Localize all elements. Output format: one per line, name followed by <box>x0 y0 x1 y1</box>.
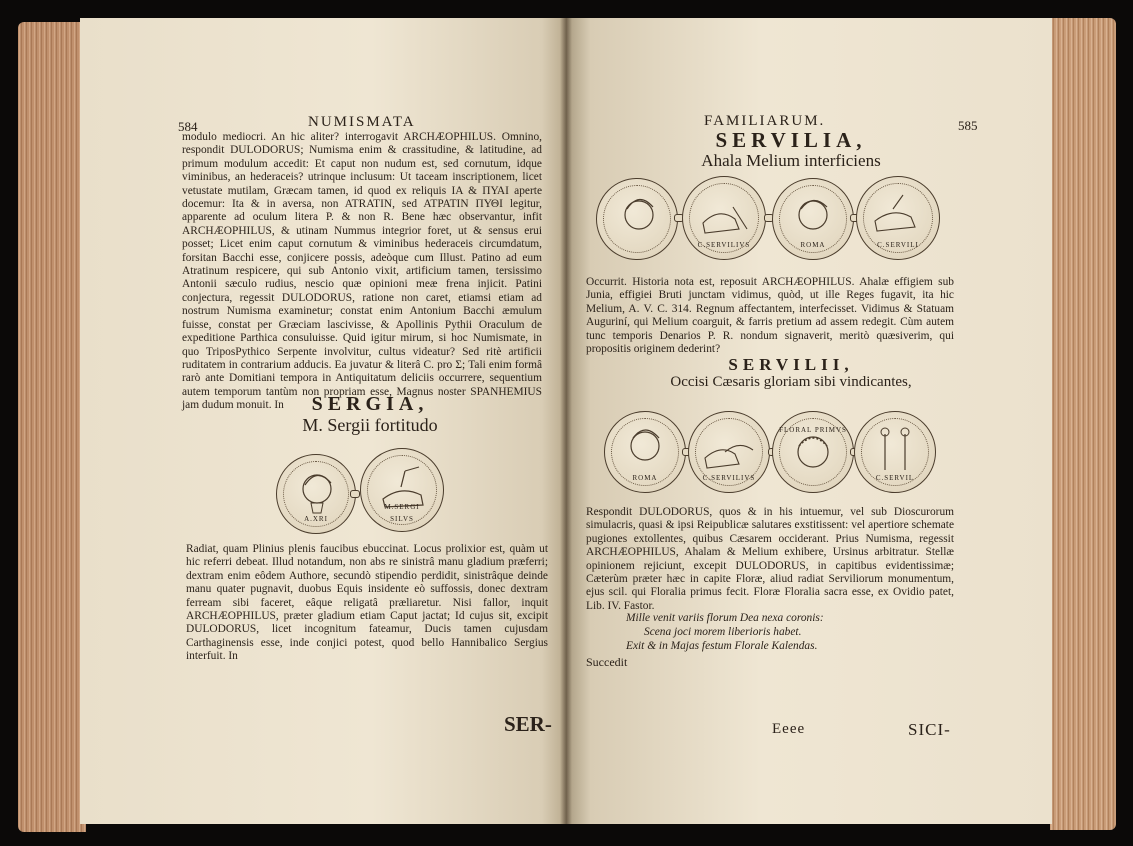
sergia-subtitle: M. Sergii fortitudo <box>302 415 438 435</box>
servilii-coin-2 <box>688 411 770 493</box>
signature-mark: Eeee <box>772 721 806 737</box>
coin-legend: ROMA <box>800 241 826 249</box>
helmeted-head-icon <box>597 179 677 259</box>
right-second-paragraph: Respondit DULODORUS, quos & in his intuemur, vel sub Dioscurorum simulacris, quasi & ipsi Reipublicæ salutares exstitissent: vel apertiore schemate pugiones extollentes, quibus Cæsarem occiderant. Prius Numisma, regessit ARCHÆOPHILUS, Ahalam & Melium exhibere, Ursinus arbitratur. Stellæ opinionem rejiciunt, excepit DULODORUS, in capitibus evidentissimæ; Cæterùm præter hæc in capite Floræ, aliud radiat Serviliorum monumentum, ejus scil. qui Floralia primus fecit. Floræ Floralia sacra esse, ex Ovidio patet, Lib. IV. Fastor. <box>586 506 954 612</box>
coin-legend: C.SERVIL <box>875 474 915 482</box>
left-page-number: 584 <box>178 119 198 134</box>
left-running-head: NUMISMATA <box>308 114 416 130</box>
left-top-paragraph: modulo mediocri. An hic aliter? interrogavit ARCHÆOPHILUS. Omnino, respondit DULODORUS; Numisma enim & crassitudine, & latitudine, ad primum modulum accedit: Et caput non nudum est, sed cornutum, idque viminibus, an hederaceis? utrinque inclusum: Ut taceam inscriptionem, licet vetustate mutilam, Græcam tamen, id quod ex reliquis ΙΑ & ΠΥΑΙ aperte docemur: Ita & in aversa, non ATRATIN, sed ATPATIN ΠΥΘΙ legitur, apparente ad oculum litera P. & non R. Bene hæc observantur, infit ARCHÆOPHILUS, & utinam Nummus integrior foret, ut & sensus erui posset; Licet enim caput cornutum & viminibus hederaceis circumdatum, forsitan Bacchi esse, conjicere possis, adeòque cum Illust. Patino ad eum Atratinum respicere, qui sub Antonio vixit, artificium tamen, tersissimo Antonii sæculo rudius, nescio quæ opinioni meæ frena injicit. Patini conjectura, regessit DULODORUS, ratione non caret, etiamsi etiam ad nostrum Numisma examinetur; constat enim Antonium Bacchi æmulum fuisse, constat per Græciam lascivisse, & Apollinis Pythii Oraculum de expeditione Parthica consuluisse. Quid igitur mirum, si hoc Numismate, in quo TriposPythico Serpente involvitur, cultus videatur? Sed ritè artificii ruditatem in contrarium adducis. Ea juvatur & literâ C. pro Σ; Tali enim formâ rarò ante Domitiani tempora in Antiquitatum deliciis occurrere, sequentium autem temporum tantùm non propriam esse, Magnus noster SPANHEMIUS jam dudum monuit. In <box>182 131 542 412</box>
flora-head-icon <box>773 412 853 492</box>
coin-legend: SILVS <box>390 515 414 523</box>
servilia-subtitle: Ahala Melium interficiens <box>701 151 881 170</box>
servilii-coin-4 <box>854 411 936 493</box>
coin-link <box>350 490 360 498</box>
servilii-title: SERVILII, <box>728 355 854 374</box>
servilia-title: SERVILIA, <box>715 128 867 152</box>
sergia-coin-reverse <box>360 448 444 532</box>
coin-legend: A.XRI <box>304 515 328 523</box>
right-catchword: SICI- <box>908 720 951 739</box>
servilia-coin-1 <box>596 178 678 260</box>
book-gutter <box>560 18 572 824</box>
right-page-edges <box>1050 18 1116 830</box>
right-page-number: 585 <box>958 118 978 133</box>
sergia-coin-obverse <box>276 454 356 534</box>
left-page <box>80 18 566 824</box>
servilia-coin-2 <box>682 176 766 260</box>
last-word: Succedit <box>586 655 628 669</box>
coin-legend: C.SERVILI <box>877 241 919 249</box>
coin-legend: C.SERVILIVS <box>697 241 751 249</box>
left-bottom-paragraph: Radiat, quam Plinius plenis faucibus ebuccinat. Locus prolixior est, quàm ut hic referri debeat. Illud notandum, non abs re sinistrâ manu gladium præferri; dextram enim eôdem Authore, secundò stipendio perdidit, sinistrâque deinde manu quater pugnavit, duobus Equis insidente eò suffossis, donec dextram ferream sibi faceret, eâque religatâ præliaretur. Nisi fallor, inquit ARCHÆOPHILUS, præter gladium etiam Caput jactat; Id cujus sit, excipit DULODORUS, licet incognitum fateamur, Ducis tamen cujusdam Carthaginensis esse, inde conjici potest, quod bello Hannibalico Sergius interfuit. In <box>186 543 548 663</box>
servilii-coin-3 <box>772 411 854 493</box>
coin-legend: M.SERGI <box>384 503 420 511</box>
coin-legend: ROMA <box>632 474 658 482</box>
left-page-edges <box>18 22 86 832</box>
verse-line: Scena joci morem liberioris habet. <box>644 626 802 638</box>
coin-legend: FLORAL PRIMVS <box>779 426 847 434</box>
servilia-coin-4 <box>856 176 940 260</box>
right-running-head: FAMILIARUM. <box>704 113 826 129</box>
verse-line: Mille venit variis florum Dea nexa coronis: <box>626 612 824 624</box>
left-catchword: SER- <box>504 712 552 736</box>
right-first-paragraph: Occurrit. Historia nota est, reposuit ARCHÆOPHILUS. Ahalæ effigiem sub Junia, effigiei Bruti junctam vidimus, quòd, ut ille Reges fugavit, ita hic Melium, A. V. C. 314. Regnum affectantem, interfecisset. Vidimus & Statuam Auguriní, qui Melium coarguit, & farris pretium ad assem redegit. Cùm autem tunc temporis Denarios P. R. nondum signaverit, meritò quæsiverim, qui propositis originem dederint? <box>586 276 954 356</box>
sergia-title: SERGIA, <box>311 393 429 415</box>
servilii-coin-1 <box>604 411 686 493</box>
servilii-subtitle: Occisi Cæsaris gloriam sibi vindicantes, <box>670 374 912 390</box>
coin-legend: C.SERVILIVS <box>702 474 756 482</box>
verse-line: Exit & in Majas festum Florale Kalendas. <box>626 640 818 652</box>
servilia-coin-3 <box>772 178 854 260</box>
ovid-verse <box>626 611 956 653</box>
right-page <box>566 18 1052 824</box>
